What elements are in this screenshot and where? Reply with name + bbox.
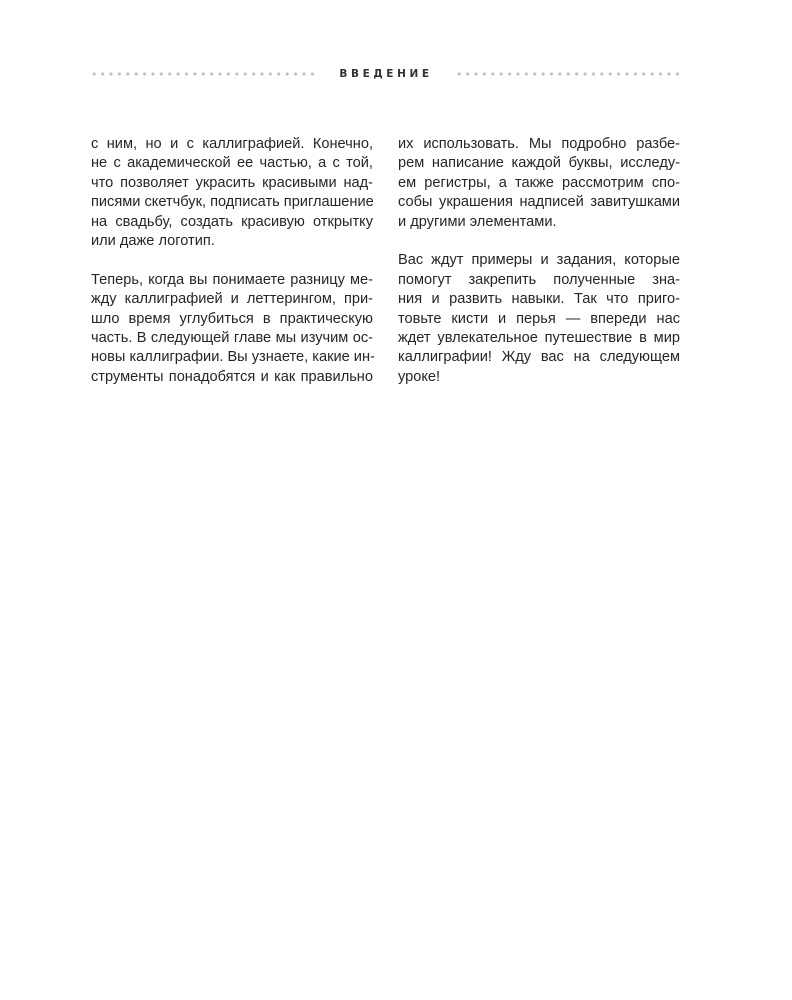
text-line: часть. В следующей главе мы изучим ос- xyxy=(91,330,373,347)
text-column-left xyxy=(91,135,373,387)
text-line: ния и развить навыки. Так что приго- xyxy=(398,291,680,308)
text-line: помогут закрепить полученные зна- xyxy=(398,271,680,288)
paragraph xyxy=(91,135,373,251)
paragraph xyxy=(398,135,680,232)
text-line: ем регистры, а также рассмотрим спо- xyxy=(398,174,680,191)
text-line: рем написание каждой буквы, исследу- xyxy=(398,155,680,172)
paragraph xyxy=(91,271,373,387)
text-column-right xyxy=(398,135,680,387)
text-line: каллиграфии! Жду вас на следующем xyxy=(398,349,680,366)
text-line: их использовать. Мы подробно разбе- xyxy=(398,136,680,152)
text-line: не с академической ее частью, а с той, xyxy=(91,155,373,172)
section-title: ВВЕДЕНИЕ xyxy=(339,68,433,80)
text-line: уроке! xyxy=(398,368,441,385)
paragraph-spacer xyxy=(91,251,373,270)
text-line: жду каллиграфией и леттерингом, при- xyxy=(91,291,373,308)
text-line: струменты понадобятся и как правильно xyxy=(91,368,373,385)
text-line: Вас ждут примеры и задания, которые xyxy=(398,252,680,269)
text-line: собы украшения надписей завитушками xyxy=(398,194,680,211)
text-line: с ним, но и с каллиграфией. Конечно, xyxy=(91,136,373,152)
text-line: шло время углубиться в практическую xyxy=(91,310,373,327)
text-line: товьте кисти и перья — впереди нас xyxy=(398,310,680,327)
text-line: ждет увлекательное путешествие в мир xyxy=(398,330,680,347)
text-line: на свадьбу, создать красивую открытку xyxy=(91,213,373,230)
paragraph-spacer xyxy=(398,232,680,251)
paragraph xyxy=(398,251,680,387)
text-line: писями скетчбук, подписать приглашение xyxy=(91,194,374,211)
text-line: и другими элементами. xyxy=(398,213,557,230)
text-line: Теперь, когда вы понимаете разницу ме- xyxy=(91,271,373,288)
running-header xyxy=(90,64,682,84)
text-line: или даже логотип. xyxy=(91,233,215,250)
header-dotted-rule-right xyxy=(455,72,682,76)
text-line: что позволяет украсить красивыми над- xyxy=(91,174,373,191)
header-dotted-rule-left xyxy=(90,72,317,76)
text-line: новы каллиграфии. Вы узнаете, какие ин- xyxy=(91,349,375,366)
